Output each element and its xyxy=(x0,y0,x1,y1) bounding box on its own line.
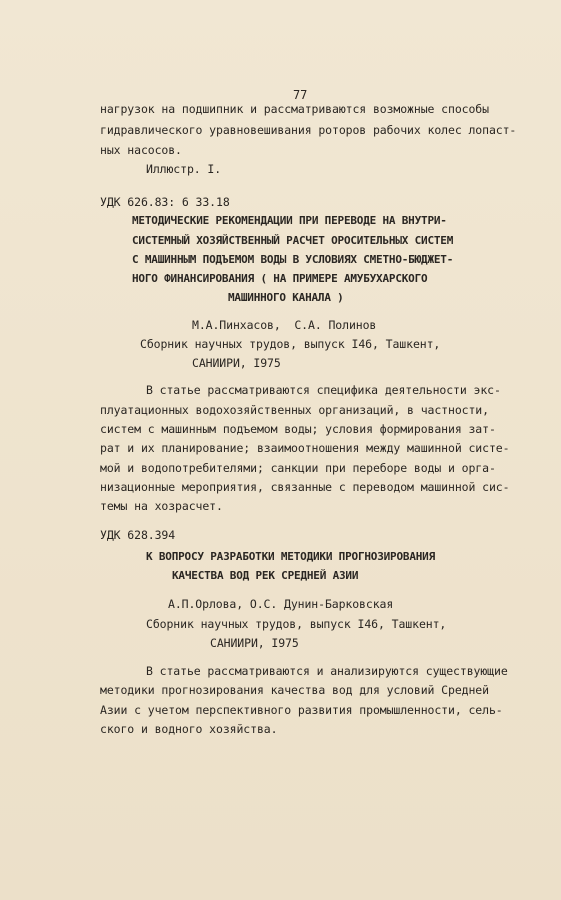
udc-code: УДК 628.394 xyxy=(100,528,176,542)
continuation-line: гидравлического уравновешивания роторов рабочих колес лопаст- xyxy=(100,123,517,137)
entry-source: Сборник научных трудов, выпуск I46, Ташкент, xyxy=(140,337,441,351)
abstract-line: В статье рассматриваются специфика деятельности экс- xyxy=(146,383,501,397)
abstract-line: систем с машинным подъемом воды; условия формирования зат- xyxy=(100,422,496,436)
entry-source: САНИИРИ, I975 xyxy=(192,356,281,370)
abstract-line: рат и их планирование; взаимоотношения между машинной систе- xyxy=(100,441,510,455)
entry-title-line: СИСТЕМНЫЙ ХОЗЯЙСТВЕННЫЙ РАСЧЕТ ОРОСИТЕЛЬНЫХ СИСТЕМ xyxy=(132,234,454,247)
abstract-line: низационные мероприятия, связанные с переводом машинной сис- xyxy=(100,480,510,494)
udc-code: УДК 626.83: 6 33.18 xyxy=(100,195,230,209)
abstract-line: В статье рассматриваются и анализируются существующие xyxy=(146,664,508,678)
abstract-line: ского и водного хозяйства. xyxy=(100,722,278,736)
entry-source: Сборник научных трудов, выпуск I46, Ташкент, xyxy=(146,617,447,631)
abstract-line: плуатационных водохозяйственных организаций, в частности, xyxy=(100,403,489,417)
abstract-line: Азии с учетом перспективного развития промышленности, сель- xyxy=(100,703,503,717)
continuation-line: нагрузок на подшипник и рассматриваются возможные способы xyxy=(100,102,489,116)
entry-title-line: С МАШИННЫМ ПОДЪЕМОМ ВОДЫ В УСЛОВИЯХ СМЕТНО-БЮДЖЕТ- xyxy=(132,253,454,266)
entry-title-line: НОГО ФИНАНСИРОВАНИЯ ( НА ПРИМЕРЕ АМУБУХАРСКОГО xyxy=(132,272,428,285)
abstract-line: методики прогнозирования качества вод для условий Средней xyxy=(100,683,489,697)
entry-title-line: К ВОПРОСУ РАЗРАБОТКИ МЕТОДИКИ ПРОГНОЗИРОВАНИЯ xyxy=(146,550,436,563)
entry-title-line: МАШИННОГО КАНАЛА ) xyxy=(228,291,344,304)
entry-source: САНИИРИ, I975 xyxy=(210,636,299,650)
abstract-line: темы на хозрасчет. xyxy=(100,499,223,513)
entry-authors: А.П.Орлова, О.С. Дунин-Барковская xyxy=(168,597,394,611)
continuation-line: ных насосов. xyxy=(100,143,182,157)
abstract-line: мой и водопотребителями; санкции при переборе воды и орга- xyxy=(100,461,496,475)
entry-title-line: МЕТОДИЧЕСКИЕ РЕКОМЕНДАЦИИ ПРИ ПЕРЕВОДЕ НА ВНУТРИ- xyxy=(132,214,447,227)
page-number: 77 xyxy=(293,88,308,102)
illustration-count: Иллюстр. I. xyxy=(146,162,222,176)
entry-authors: М.А.Пинхасов, С.А. Полинов xyxy=(192,318,377,332)
entry-title-line: КАЧЕСТВА ВОД РЕК СРЕДНЕЙ АЗИИ xyxy=(172,569,359,582)
